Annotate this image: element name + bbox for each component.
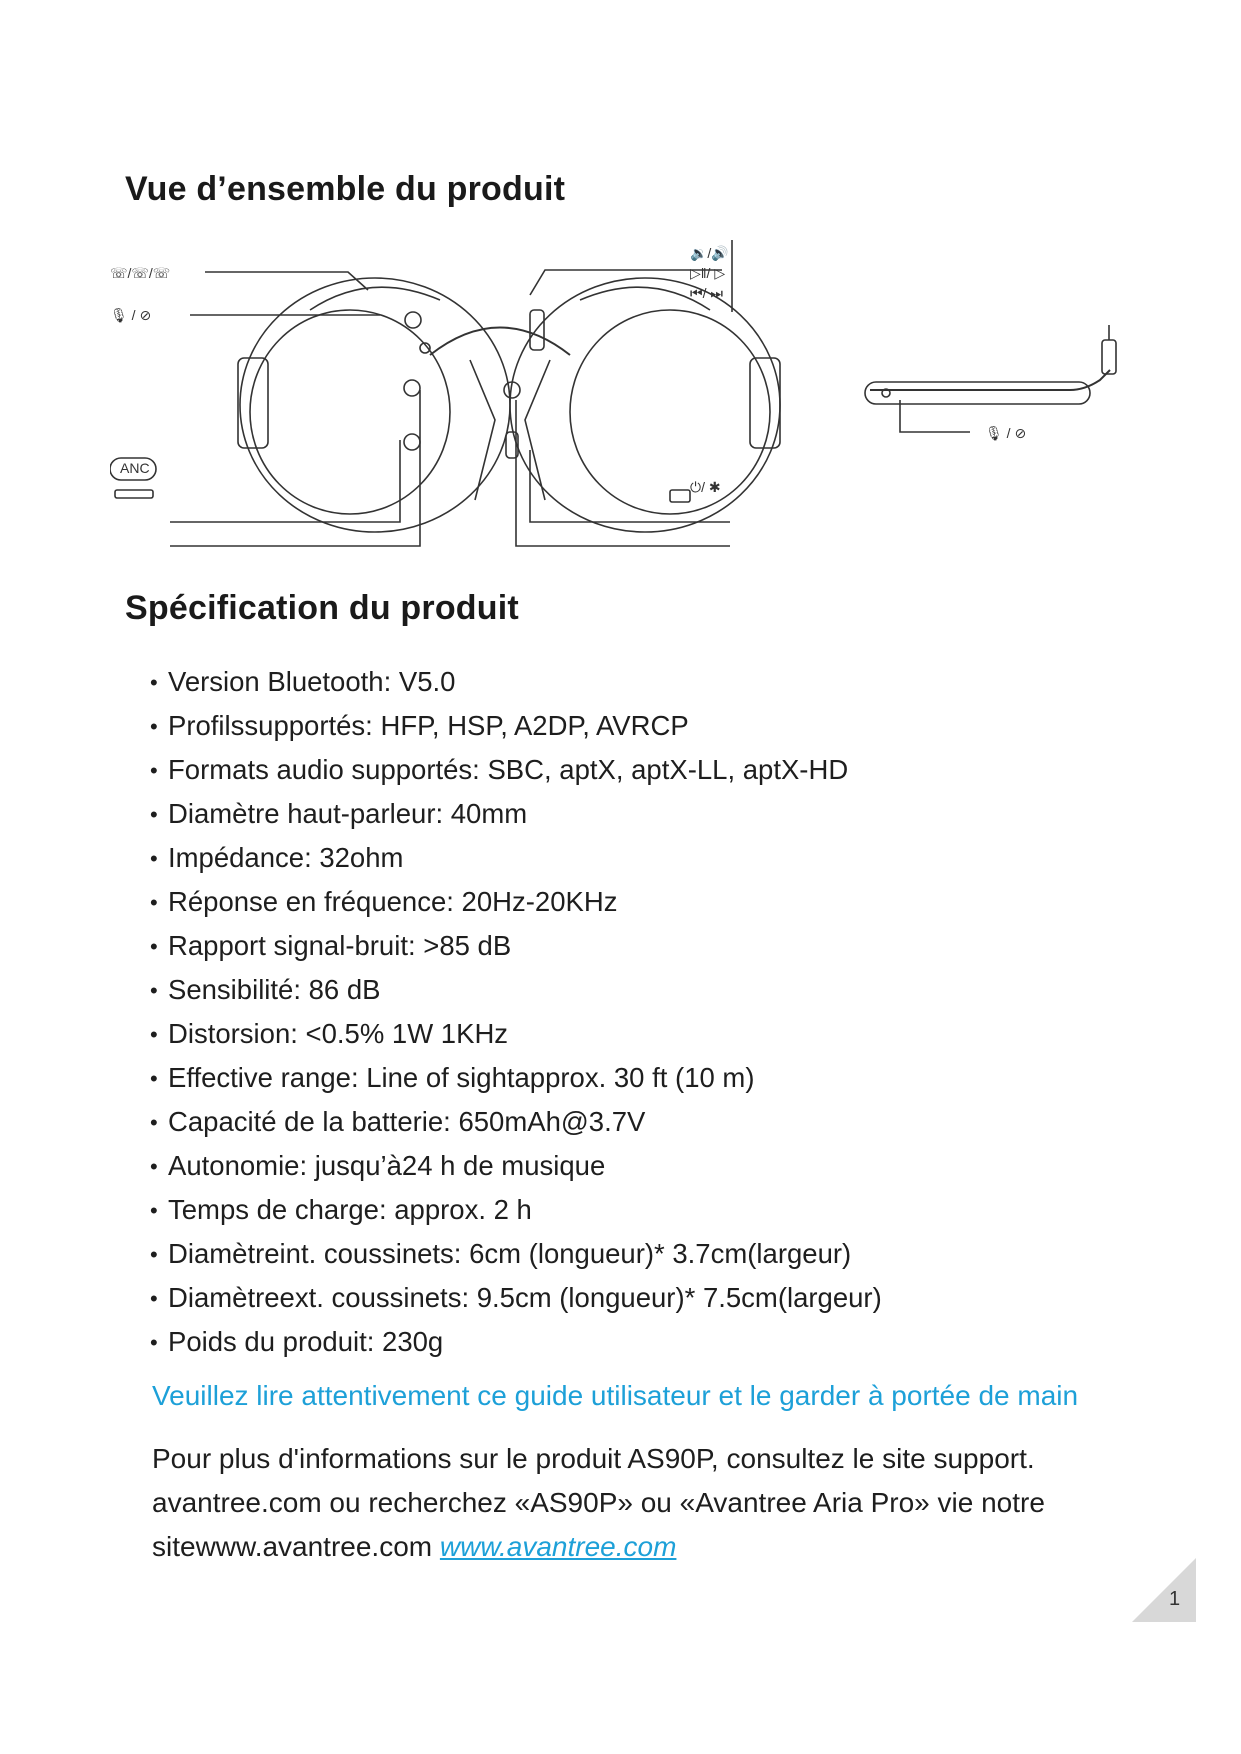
spec-item: • Effective range: Line of sightapprox. 30 ft (10 m) [150,1056,882,1100]
support-info-line [152,1525,1045,1569]
spec-item: • Capacité de la batterie: 650mAh@3.7V [150,1100,882,1144]
spec-item: • Profilssupportés: HFP, HSP, A2DP, AVRCP [150,704,882,748]
notice-text: Veuillez lire attentivement ce guide utilisateur et le garder à portée de main [152,1380,1079,1411]
support-info-site: sitewww.avantree.com [152,1531,440,1562]
spec-item: • Formats audio supportés: SBC, aptX, aptX-LL, aptX-HD [150,748,882,792]
track-icons: ⏮/ ⏭ [690,285,723,301]
spec-item: • Temps de charge: approx. 2 h [150,1188,882,1232]
page-corner [1132,1558,1196,1622]
page-number: 1 [1169,1588,1181,1610]
call-icons: ☏/☏/☏ [110,265,171,281]
anc-label: ANC [120,460,150,476]
spec-item: • Sensibilité: 86 dB [150,968,882,1012]
spec-item: • Autonomie: jusqu’à24 h de musique [150,1144,882,1188]
spec-item: • Rapport signal-bruit: >85 dB [150,924,882,968]
spec-item: • Diamètre haut-parleur: 40mm [150,792,882,836]
spec-item: • Distorsion: <0.5% 1W 1KHz [150,1012,882,1056]
website-link[interactable]: www.avantree.com [439,1531,677,1562]
boom-mic-icons: 🎙 / ⊘ [985,425,1027,441]
spec-item: • Diamètreint. coussinets: 6cm (longueur)* 3.7cm(largeur) [150,1232,882,1276]
mic-icons: 🎙 / ⊘ [110,307,152,323]
overview-title: Vue d’ensemble du produit [125,170,566,208]
support-info-line: avantree.com ou recherchez «AS90P» ou «Avantree Aria Pro» vie notre [152,1487,1045,1518]
spec-item: • Impédance: 32ohm [150,836,882,880]
power-icons: ⏻/ ✱ [690,479,721,495]
spec-item: • Réponse en fréquence: 20Hz-20KHz [150,880,882,924]
playback-icons: ▷‖/ ▷ [690,265,726,281]
product-diagram [110,240,1210,580]
volume-icons: 🔉/🔊 [690,245,729,261]
spec-item: • Diamètreext. coussinets: 9.5cm (longueur)* 7.5cm(largeur) [150,1276,882,1320]
spec-title: Spécification du produit [125,589,519,627]
call-button-shape [405,312,421,328]
spec-item: • Version Bluetooth: V5.0 [150,660,882,704]
spec-item: • Poids du produit: 230g [150,1320,882,1364]
support-info [152,1437,1045,1569]
spec-list [150,660,882,1364]
support-info-line: Pour plus d'informations sur le produit AS90P, consultez le site support. [152,1443,1035,1474]
